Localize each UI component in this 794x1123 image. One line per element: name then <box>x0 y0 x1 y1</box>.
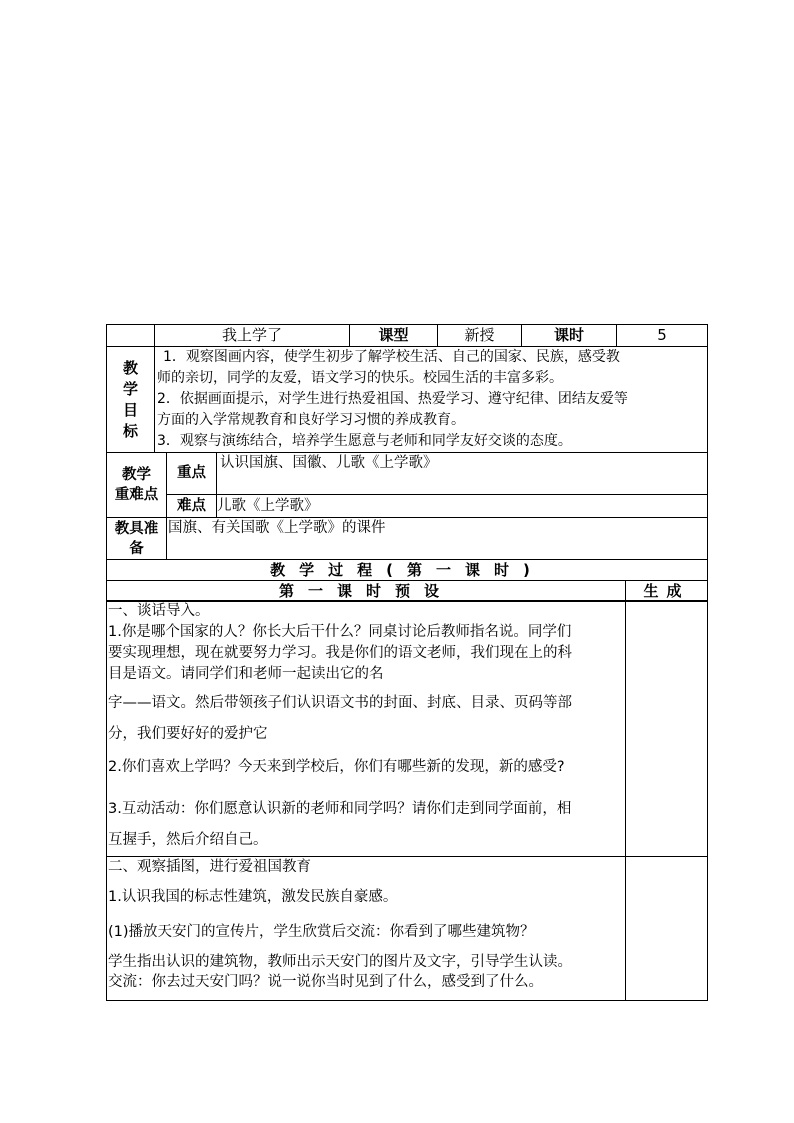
lesson-content-table <box>106 600 708 1001</box>
difficulty-label: 难点 <box>167 495 217 518</box>
generation-header: 生成 <box>626 581 708 602</box>
type-value: 新授 <box>438 325 522 347</box>
content-line: 学生指出认识的建筑物，教师出示天安门的图片及文字，引导学生认读。 <box>108 954 572 970</box>
objectives-label: 教 学 目 标 <box>107 347 155 453</box>
type-label: 课型 <box>350 325 438 347</box>
content-line: 互握手，然后介绍自己。 <box>108 832 268 848</box>
objective-line: 3．观察与演练结合，培养学生愿意与老师和同学友好交谈的态度。 <box>157 433 572 449</box>
objective-line: 2．依据画面提示，对学生进行热爱祖国、热爱学习、遵守纪律、团结友爱等 <box>157 391 628 407</box>
section-intro <box>107 601 626 857</box>
content-line: 字——语文。然后带领孩子们认识语文书的封面、封底、目录、页码等部 <box>108 695 572 711</box>
lesson-info-table <box>106 324 708 560</box>
content-line: 3.互动活动：你们愿意认识新的老师和同学吗？请你们走到同学面前，相 <box>108 801 572 817</box>
materials-value: 国旗、有关国歌《上学歌》的课件 <box>167 518 708 560</box>
content-line: 二、观察插图，进行爱祖国教育 <box>108 859 311 875</box>
content-line: 1.认识我国的标志性建筑，激发民族自豪感。 <box>108 889 398 905</box>
objectives-content <box>155 347 708 453</box>
content-line: 要实现理想，现在就要努力学习。我是你们的语文老师，我们现在上的科 <box>108 645 572 661</box>
content-line: 一、谈话导入。 <box>108 603 210 619</box>
process-header-table <box>106 559 708 602</box>
content-line: 1.你是哪个国家的人？你长大后干什么？同桌讨论后教师指名说。同学们 <box>108 624 572 640</box>
section-patriotism <box>107 857 626 1001</box>
content-line: 分，我们要好好的爱护它 <box>108 726 268 742</box>
header-empty-cell <box>107 325 155 347</box>
objective-line: 方面的入学常规教育和良好学习习惯的养成教育。 <box>157 412 465 428</box>
generation-cell <box>626 857 708 1001</box>
hours-label: 课时 <box>522 325 617 347</box>
content-line: 目是语文。请同学们和老师一起读出它的名 <box>108 666 384 682</box>
hours-value: 5 <box>617 325 708 347</box>
content-line: 2.你们喜欢上学吗？今天来到学校后，你们有哪些新的发现，新的感受? <box>108 759 565 775</box>
lesson-title: 我上学了 <box>155 325 350 347</box>
plan-header: 第一课时预设 <box>107 581 626 602</box>
generation-cell <box>626 601 708 857</box>
content-line: 交流：你去过天安门吗？说一说你当时见到了什么，感受到了什么。 <box>108 974 543 990</box>
materials-label: 教具准 备 <box>107 518 167 560</box>
content-line: (1)播放天安门的宣传片，学生欣赏后交流：你看到了哪些建筑物？ <box>108 924 535 940</box>
focus-value: 认识国旗、国徽、儿歌《上学歌》 <box>217 453 708 495</box>
key-points-label: 教学 重难点 <box>107 453 167 518</box>
difficulty-value: 儿歌《上学歌》 <box>217 495 708 518</box>
objective-line: 1．观察图画内容，使学生初步了解学校生活、自己的国家、民族，感受教 <box>163 349 620 365</box>
focus-label: 重点 <box>167 453 217 495</box>
process-title: 教学过程(第一课时) <box>107 560 708 581</box>
objective-line: 师的亲切，同学的友爱，语文学习的快乐。校园生活的丰富多彩。 <box>157 370 563 386</box>
